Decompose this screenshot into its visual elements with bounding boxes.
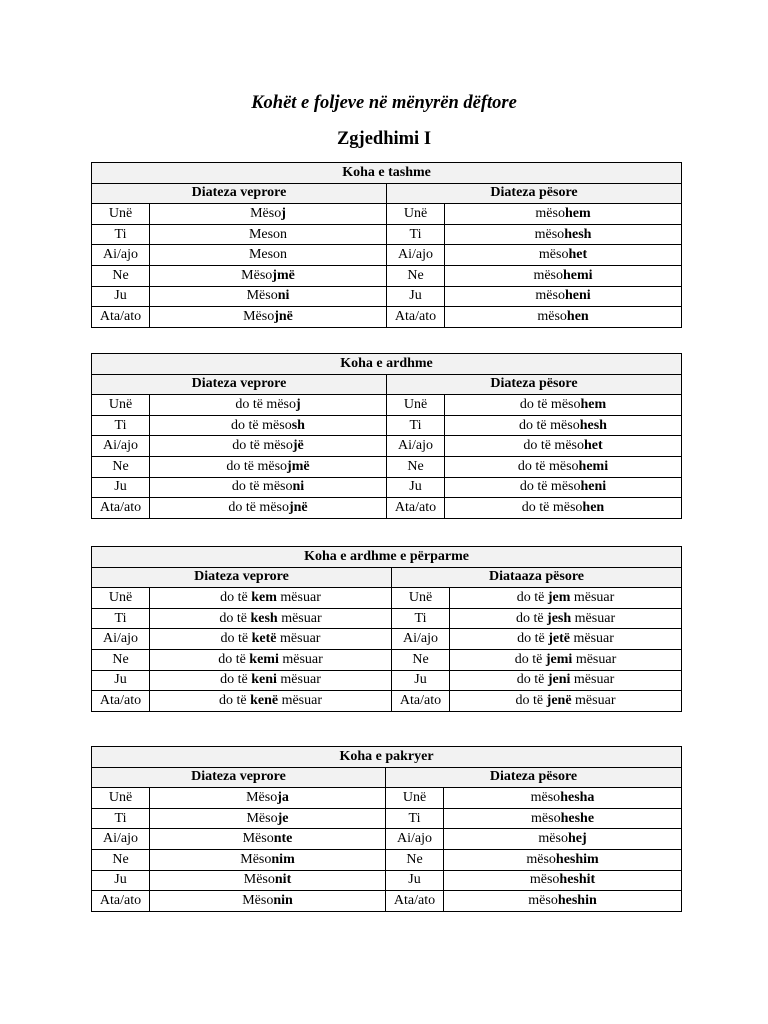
passive-form-cell	[450, 629, 682, 650]
verb-ending: het	[583, 438, 603, 454]
passive-form-cell	[445, 436, 682, 457]
verb-stem: mëso	[530, 789, 561, 805]
pronoun-cell: Ne	[386, 849, 444, 870]
pronoun-cell: Unë	[392, 588, 450, 609]
active-form-cell	[150, 498, 387, 519]
verb-stem: do të mëso	[226, 458, 288, 474]
verb-ending: heni	[564, 288, 591, 304]
passive-form-cell	[445, 477, 682, 498]
table-row	[92, 629, 682, 650]
table-row	[92, 224, 682, 245]
table-row	[92, 456, 682, 477]
verb-stem: do të	[515, 692, 547, 708]
verb-ending: jnë	[288, 499, 308, 515]
verb-stem: do të mëso	[235, 396, 296, 412]
table-row	[92, 870, 682, 891]
verb-stem: do të	[516, 672, 548, 688]
verb-ending: hesha	[560, 789, 595, 805]
pronoun-cell: Ne	[387, 265, 445, 286]
passive-form-cell	[445, 307, 682, 328]
table-row	[92, 395, 682, 416]
active-form-cell	[150, 891, 386, 912]
active-form-cell	[150, 477, 387, 498]
pronoun-cell: Ata/ato	[92, 498, 150, 519]
passive-form-cell	[444, 891, 682, 912]
verb-stem: mëso	[535, 205, 565, 221]
pronoun-cell: Ti	[386, 808, 444, 829]
passive-form-cell	[445, 498, 682, 519]
table-row	[92, 649, 682, 670]
active-form-cell	[150, 204, 387, 225]
verb-stem: do të	[516, 589, 548, 605]
verb-ending: sh	[291, 417, 305, 433]
verb-ending: hem	[564, 205, 591, 221]
passive-form-cell	[445, 456, 682, 477]
active-voice-heading: Diateza veprore	[92, 567, 392, 588]
passive-form-cell	[444, 788, 682, 809]
passive-form-cell	[444, 870, 682, 891]
active-form-cell	[150, 788, 386, 809]
passive-form-cell	[444, 829, 682, 850]
verb-ending: ja	[277, 789, 289, 805]
verb-ending: je	[277, 810, 289, 826]
passive-form-cell	[445, 204, 682, 225]
active-form-cell	[150, 307, 387, 328]
tense-heading: Koha e tashme	[92, 163, 682, 184]
verb-ending: heni	[580, 479, 607, 495]
passive-form-cell	[450, 691, 682, 712]
passive-voice-heading: Diateza pësore	[387, 183, 682, 204]
table-row	[92, 829, 682, 850]
table-row	[92, 286, 682, 307]
table-row	[92, 436, 682, 457]
pronoun-cell: Unë	[92, 788, 150, 809]
pronoun-cell: Ne	[92, 849, 150, 870]
pronoun-cell: Ju	[387, 286, 445, 307]
verb-ending: hesh	[579, 417, 607, 433]
verb-ending: hem	[580, 396, 607, 412]
pronoun-cell: Ai/ajo	[387, 245, 445, 266]
pronoun-cell: Ata/ato	[386, 891, 444, 912]
conjugation-table	[91, 162, 682, 328]
verb-stem: do të mëso	[228, 499, 289, 515]
pronoun-cell: Ne	[387, 456, 445, 477]
table-row	[92, 891, 682, 912]
verb-stem: mësuar	[276, 672, 321, 688]
pronoun-cell: Ai/ajo	[387, 436, 445, 457]
table-row	[92, 307, 682, 328]
verb-stem: Meson	[248, 226, 288, 242]
verb-ending: jesh	[547, 610, 572, 626]
verb-ending: nte	[273, 831, 293, 847]
verb-stem: mësuar	[276, 589, 321, 605]
verb-stem: mësuar	[570, 589, 615, 605]
verb-stem: do të mëso	[521, 499, 583, 515]
active-form-cell	[150, 588, 392, 609]
pronoun-cell: Ne	[92, 456, 150, 477]
verb-ending: ketë	[251, 631, 277, 647]
verb-ending: heshit	[559, 872, 596, 888]
verb-stem: mëso	[528, 892, 558, 908]
pronoun-cell: Ai/ajo	[392, 629, 450, 650]
active-form-cell	[150, 286, 387, 307]
table-row	[92, 204, 682, 225]
passive-voice-heading: Diateza pësore	[387, 374, 682, 395]
verb-ending: ni	[292, 479, 305, 495]
verb-stem: mëso	[529, 872, 560, 888]
verb-stem: mëso	[538, 247, 569, 263]
verb-stem: do të	[220, 631, 252, 647]
pronoun-cell: Unë	[387, 395, 445, 416]
verb-ending: heshin	[557, 892, 597, 908]
verb-stem: mëso	[533, 267, 564, 283]
passive-form-cell	[444, 808, 682, 829]
active-voice-heading: Diateza veprore	[92, 767, 386, 788]
verb-ending: jemi	[545, 651, 573, 667]
verb-stem: do të	[515, 610, 548, 626]
verb-ending: jnë	[274, 308, 293, 324]
verb-ending: jenë	[546, 692, 572, 708]
table-row	[92, 498, 682, 519]
verb-stem: mësuar	[571, 610, 616, 626]
verb-stem: Mëso	[242, 892, 274, 908]
pronoun-cell: Ti	[92, 608, 150, 629]
verb-ending: j	[295, 396, 301, 412]
verb-ending: j	[281, 205, 286, 221]
conjugation-table	[91, 353, 682, 519]
table-row	[92, 849, 682, 870]
active-form-cell	[150, 629, 392, 650]
verb-ending: hen	[582, 499, 605, 515]
verb-stem: Mëso	[243, 308, 275, 324]
document-subtitle: Zgjedhimi I	[336, 129, 432, 149]
verb-stem: Mëso	[246, 810, 278, 826]
verb-stem: do të mëso	[231, 479, 293, 495]
pronoun-cell: Ata/ato	[92, 891, 150, 912]
verb-ending: kem	[251, 589, 277, 605]
pronoun-cell: Ti	[92, 224, 150, 245]
tense-heading: Koha e pakryer	[92, 747, 682, 768]
passive-form-cell	[445, 415, 682, 436]
passive-form-cell	[445, 286, 682, 307]
verb-ending: jë	[292, 438, 304, 454]
pronoun-cell: Ai/ajo	[92, 629, 150, 650]
verb-stem: Mëso	[242, 831, 274, 847]
verb-stem: mësuar	[278, 651, 323, 667]
verb-stem: mësuar	[277, 610, 322, 626]
passive-form-cell	[450, 588, 682, 609]
pronoun-cell: Ju	[92, 670, 150, 691]
pronoun-cell: Ne	[92, 265, 150, 286]
verb-ending: jeni	[547, 672, 571, 688]
verb-stem: mësuar	[572, 651, 617, 667]
pronoun-cell: Ata/ato	[92, 307, 150, 328]
verb-stem: mëso	[526, 851, 556, 867]
verb-stem: Meson	[248, 247, 288, 263]
active-form-cell	[150, 608, 392, 629]
verb-ending: hen	[566, 308, 589, 324]
verb-stem: do të	[517, 631, 549, 647]
verb-stem: do të mëso	[519, 417, 580, 433]
verb-ending: jetë	[548, 631, 570, 647]
verb-stem: Mëso	[246, 789, 278, 805]
pronoun-cell: Ju	[92, 870, 150, 891]
pronoun-cell: Ju	[392, 670, 450, 691]
active-form-cell	[150, 829, 386, 850]
active-form-cell	[150, 670, 392, 691]
verb-ending: heshim	[555, 851, 599, 867]
pronoun-cell: Ata/ato	[387, 498, 445, 519]
passive-form-cell	[450, 608, 682, 629]
verb-stem: do të mëso	[517, 458, 579, 474]
pronoun-cell: Unë	[92, 395, 150, 416]
verb-ending: hej	[567, 831, 587, 847]
table-row	[92, 670, 682, 691]
verb-stem: do të	[220, 589, 252, 605]
table-row	[92, 588, 682, 609]
verb-ending: kemi	[249, 651, 279, 667]
pronoun-cell: Ti	[92, 415, 150, 436]
verb-stem: Mëso	[250, 205, 282, 221]
pronoun-cell: Ai/ajo	[92, 829, 150, 850]
pronoun-cell: Ju	[387, 477, 445, 498]
pronoun-cell: Unë	[92, 204, 150, 225]
verb-stem: Mëso	[241, 267, 273, 283]
verb-stem: do të	[218, 692, 251, 708]
active-form-cell	[150, 436, 387, 457]
active-form-cell	[150, 245, 387, 266]
verb-ending: keni	[251, 672, 277, 688]
pronoun-cell: Ne	[92, 649, 150, 670]
verb-stem: mëso	[537, 308, 567, 324]
verb-stem: do të	[514, 651, 546, 667]
table-row	[92, 691, 682, 712]
verb-stem: do të mëso	[519, 396, 581, 412]
pronoun-cell: Ai/ajo	[92, 245, 150, 266]
pronoun-cell: Ata/ato	[387, 307, 445, 328]
passive-form-cell	[445, 224, 682, 245]
verb-ending: heshe	[560, 810, 595, 826]
passive-voice-heading: Diataaza pësore	[392, 567, 682, 588]
verb-stem: do të	[220, 672, 252, 688]
verb-stem: mësuar	[276, 631, 321, 647]
table-row	[92, 808, 682, 829]
verb-ending: het	[568, 247, 588, 263]
verb-stem: do të	[218, 651, 250, 667]
pronoun-cell: Ti	[392, 608, 450, 629]
table-row	[92, 788, 682, 809]
verb-ending: jem	[547, 589, 571, 605]
verb-ending: hemi	[578, 458, 609, 474]
verb-stem: mëso	[534, 226, 565, 242]
pronoun-cell: Ti	[387, 415, 445, 436]
verb-stem: mëso	[531, 810, 561, 826]
verb-stem: mëso	[538, 831, 568, 847]
conjugation-table	[91, 746, 682, 912]
verb-ending: kesh	[250, 610, 278, 626]
pronoun-cell: Unë	[92, 588, 150, 609]
pronoun-cell: Ata/ato	[392, 691, 450, 712]
active-form-cell	[150, 808, 386, 829]
table-row	[92, 415, 682, 436]
pronoun-cell: Ne	[392, 649, 450, 670]
verb-stem: mësuar	[569, 631, 614, 647]
active-form-cell	[150, 849, 386, 870]
verb-ending: nin	[273, 892, 293, 908]
verb-ending: kenë	[250, 692, 279, 708]
pronoun-cell: Ata/ato	[92, 691, 150, 712]
passive-voice-heading: Diateza pësore	[386, 767, 682, 788]
pronoun-cell: Unë	[387, 204, 445, 225]
active-voice-heading: Diateza veprore	[92, 183, 387, 204]
pronoun-cell: Unë	[386, 788, 444, 809]
verb-ending: jmë	[287, 458, 310, 474]
passive-form-cell	[445, 395, 682, 416]
pronoun-cell: Ju	[92, 477, 150, 498]
verb-stem: do të mëso	[232, 438, 293, 454]
verb-stem: mësuar	[278, 692, 323, 708]
pronoun-cell: Ai/ajo	[92, 436, 150, 457]
passive-form-cell	[445, 245, 682, 266]
verb-stem: mësuar	[571, 692, 616, 708]
active-voice-heading: Diateza veprore	[92, 374, 387, 395]
pronoun-cell: Ju	[386, 870, 444, 891]
verb-stem: mëso	[535, 288, 565, 304]
table-row	[92, 265, 682, 286]
passive-form-cell	[445, 265, 682, 286]
table-row	[92, 608, 682, 629]
pronoun-cell: Ti	[387, 224, 445, 245]
verb-stem: do të	[219, 610, 251, 626]
verb-ending: nim	[271, 851, 295, 867]
verb-stem: Mëso	[243, 872, 275, 888]
verb-stem: do të mëso	[519, 479, 581, 495]
conjugation-table	[91, 546, 682, 712]
active-form-cell	[150, 265, 387, 286]
passive-form-cell	[444, 849, 682, 870]
active-form-cell	[150, 649, 392, 670]
active-form-cell	[150, 691, 392, 712]
verb-stem: Mëso	[246, 288, 278, 304]
table-row	[92, 245, 682, 266]
verb-stem: do të mëso	[231, 417, 292, 433]
table-row	[92, 477, 682, 498]
tense-heading: Koha e ardhme e përparme	[92, 547, 682, 568]
verb-ending: ni	[277, 288, 290, 304]
document-title: Kohët e foljeve në mënyrën dëftore	[251, 93, 517, 113]
active-form-cell	[150, 415, 387, 436]
verb-stem: Mëso	[240, 851, 272, 867]
passive-form-cell	[450, 649, 682, 670]
verb-stem: mësuar	[570, 672, 615, 688]
active-form-cell	[150, 395, 387, 416]
verb-ending: jmë	[272, 267, 295, 283]
pronoun-cell: Ju	[92, 286, 150, 307]
verb-ending: hesh	[564, 226, 592, 242]
passive-form-cell	[450, 670, 682, 691]
verb-ending: nit	[274, 872, 292, 888]
active-form-cell	[150, 224, 387, 245]
verb-ending: hemi	[563, 267, 593, 283]
active-form-cell	[150, 870, 386, 891]
verb-stem: do të mëso	[523, 438, 584, 454]
pronoun-cell: Ai/ajo	[386, 829, 444, 850]
pronoun-cell: Ti	[92, 808, 150, 829]
active-form-cell	[150, 456, 387, 477]
tense-heading: Koha e ardhme	[92, 354, 682, 375]
